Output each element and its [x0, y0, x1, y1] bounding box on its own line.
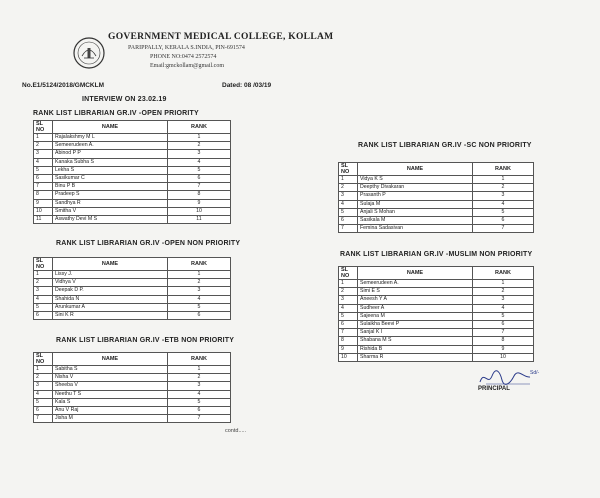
cell-sl: 2 — [34, 374, 53, 382]
table-row — [34, 406, 231, 414]
cell-rank: 5 — [168, 398, 231, 406]
cell-sl: 4 — [34, 158, 53, 166]
table-row — [339, 225, 534, 233]
cell-sl: 2 — [34, 279, 53, 287]
cell-sl: 6 — [34, 311, 53, 319]
cell-sl: 8 — [339, 337, 358, 345]
cell-sl: 4 — [339, 200, 358, 208]
dated: Dated: 08 /03/19 — [222, 82, 272, 89]
cell-name: Nisha V — [53, 374, 168, 382]
table-row — [34, 166, 231, 174]
table-row — [339, 353, 534, 361]
col-rank: RANK — [168, 121, 231, 134]
table-row — [34, 398, 231, 406]
col-name: NAME — [358, 267, 473, 280]
table-row — [339, 296, 534, 304]
cell-rank: 4 — [168, 390, 231, 398]
cell-name: Abinod P P — [53, 150, 168, 158]
cell-sl: 7 — [34, 183, 53, 191]
cell-name: Vidya K S — [358, 176, 473, 184]
cell-sl: 7 — [339, 329, 358, 337]
cell-rank: 2 — [168, 279, 231, 287]
college-address: PARIPPALLY, KERALA S.INDIA, PIN-691574 — [128, 45, 245, 51]
cell-sl: 11 — [34, 215, 53, 223]
cell-rank: 4 — [168, 158, 231, 166]
col-sl-no: SL NO — [339, 267, 358, 280]
cell-rank: 5 — [473, 312, 534, 320]
cell-sl: 3 — [34, 150, 53, 158]
cell-rank: 3 — [168, 287, 231, 295]
cell-sl: 10 — [339, 353, 358, 361]
cell-name: Deepak D P. — [53, 287, 168, 295]
heading-open-non-priority: RANK LIST LIBRARIAN GR.IV -OPEN NON PRIORITY — [56, 240, 241, 247]
cell-rank: 3 — [168, 150, 231, 158]
cell-name: Lissy J. — [53, 271, 168, 279]
cell-name: Aneesh Y A — [358, 296, 473, 304]
college-phone: PHONE NO:0474 2572574 — [150, 54, 217, 60]
table-header-row — [339, 267, 534, 280]
cell-rank: 5 — [168, 303, 231, 311]
cell-sl: 3 — [34, 382, 53, 390]
table-row — [339, 184, 534, 192]
cell-sl: 6 — [34, 174, 53, 182]
cell-sl: 1 — [339, 280, 358, 288]
table-open-priority — [33, 120, 231, 224]
cell-rank: 8 — [473, 337, 534, 345]
table-row — [339, 176, 534, 184]
cell-sl: 2 — [34, 142, 53, 150]
cell-name: Pradeep S — [53, 191, 168, 199]
cell-name: Sandhya R — [53, 199, 168, 207]
table-row — [34, 311, 231, 319]
col-name: NAME — [53, 353, 168, 366]
cell-name: Deepthy Divakaran — [358, 184, 473, 192]
cell-rank: 2 — [473, 184, 534, 192]
cell-name: Prasanth P — [358, 192, 473, 200]
cell-sl: 5 — [34, 398, 53, 406]
cell-sl: 4 — [339, 304, 358, 312]
cell-sl: 1 — [339, 176, 358, 184]
college-email: Email:gmckollam@gmail.com — [150, 63, 225, 69]
col-sl-no: SL NO — [34, 121, 53, 134]
cell-name: Shabana M S — [358, 337, 473, 345]
table-row — [34, 183, 231, 191]
cell-rank: 1 — [168, 271, 231, 279]
cell-rank: 7 — [473, 329, 534, 337]
cell-name: Shahida N — [53, 295, 168, 303]
cell-rank: 3 — [168, 382, 231, 390]
cell-sl: 4 — [34, 295, 53, 303]
cell-rank: 6 — [473, 320, 534, 328]
table-row — [339, 337, 534, 345]
table-sc-non-priority — [338, 162, 534, 233]
heading-sc-non-priority: RANK LIST LIBRARIAN GR.IV -SC NON PRIORITY — [358, 142, 532, 149]
cell-name: Sasikumar C — [53, 174, 168, 182]
cell-rank: 7 — [168, 183, 231, 191]
cell-sl: 6 — [339, 320, 358, 328]
cell-name: Sheeba V — [53, 382, 168, 390]
cell-sl: 9 — [34, 199, 53, 207]
cell-rank: 8 — [168, 191, 231, 199]
heading-muslim-non-priority: RANK LIST LIBRARIAN GR.IV -MUSLIM NON PRIORITY — [340, 251, 533, 258]
table-row — [34, 191, 231, 199]
cell-sl: 4 — [34, 390, 53, 398]
cell-name: Lekha S — [53, 166, 168, 174]
cell-rank: 1 — [473, 176, 534, 184]
cell-name: Semeerudeen A. — [358, 280, 473, 288]
cell-name: Arunkumar A — [53, 303, 168, 311]
cell-rank: 4 — [168, 295, 231, 303]
cell-name: Vidhya V — [53, 279, 168, 287]
principal-label: PRINCIPAL — [478, 386, 510, 392]
cell-sl: 3 — [339, 296, 358, 304]
col-name: NAME — [53, 121, 168, 134]
cell-rank: 1 — [168, 366, 231, 374]
table-row — [34, 287, 231, 295]
table-row — [339, 288, 534, 296]
table-header-row — [339, 163, 534, 176]
cell-sl: 6 — [34, 406, 53, 414]
cell-name: Kala S — [53, 398, 168, 406]
cell-rank: 6 — [168, 311, 231, 319]
cell-rank: 1 — [168, 134, 231, 142]
table-row — [34, 374, 231, 382]
table-row — [34, 295, 231, 303]
table-row — [339, 329, 534, 337]
cell-rank: 6 — [168, 406, 231, 414]
cell-sl: 3 — [34, 287, 53, 295]
cell-sl: 5 — [339, 208, 358, 216]
table-row — [34, 303, 231, 311]
col-rank: RANK — [473, 163, 534, 176]
cell-rank: 3 — [473, 296, 534, 304]
table-row — [34, 366, 231, 374]
cell-name: Anjali S Mohan — [358, 208, 473, 216]
table-row — [34, 271, 231, 279]
cell-sl: 1 — [34, 366, 53, 374]
table-row — [34, 142, 231, 150]
cell-name: Sulaikha Beevi P — [358, 320, 473, 328]
table-etb-non-priority — [33, 352, 231, 423]
cell-name: Binu P B — [53, 183, 168, 191]
cell-sl: 6 — [339, 216, 358, 224]
col-sl-no: SL NO — [34, 353, 53, 366]
cell-rank: 3 — [473, 192, 534, 200]
cell-rank: 9 — [168, 199, 231, 207]
col-sl-no: SL NO — [339, 163, 358, 176]
col-rank: RANK — [473, 267, 534, 280]
cell-name: Sajeena M — [358, 312, 473, 320]
cell-rank: 11 — [168, 215, 231, 223]
cell-rank: 1 — [473, 280, 534, 288]
cell-rank: 4 — [473, 200, 534, 208]
cell-rank: 5 — [473, 208, 534, 216]
cell-sl: 3 — [339, 192, 358, 200]
interview-date: INTERVIEW ON 23.02.19 — [82, 96, 167, 103]
table-row — [339, 280, 534, 288]
table-row — [339, 192, 534, 200]
cell-sl: 5 — [34, 303, 53, 311]
col-sl-no: SL NO — [34, 258, 53, 271]
cell-sl: 5 — [339, 312, 358, 320]
table-header-row — [34, 121, 231, 134]
table-row — [339, 312, 534, 320]
heading-open-priority: RANK LIST LIBRARIAN GR.IV -OPEN PRIORITY — [33, 110, 199, 117]
cell-name: Jisha M — [53, 415, 168, 423]
cell-name: Rajalakshmy M L — [53, 134, 168, 142]
cell-rank: 4 — [473, 304, 534, 312]
table-row — [34, 158, 231, 166]
cell-rank: 2 — [473, 288, 534, 296]
cell-name: Neethu T S — [53, 390, 168, 398]
college-name: GOVERNMENT MEDICAL COLLEGE, KOLLAM — [108, 32, 334, 42]
cell-name: Sabitha S — [53, 366, 168, 374]
cell-sl: 8 — [34, 191, 53, 199]
table-header-row — [34, 353, 231, 366]
table-row — [34, 150, 231, 158]
cell-rank: 6 — [473, 216, 534, 224]
cell-rank: 10 — [168, 207, 231, 215]
col-name: NAME — [358, 163, 473, 176]
cell-sl: 2 — [339, 288, 358, 296]
reference-number: No.E1/5124/2018/GMCKLM — [22, 82, 105, 89]
cell-name: Semeerudeen A. — [53, 142, 168, 150]
table-row — [339, 208, 534, 216]
college-logo — [72, 36, 106, 70]
cell-name: Sudheer A — [358, 304, 473, 312]
cell-rank: 9 — [473, 345, 534, 353]
cell-name: Sini K R — [53, 311, 168, 319]
heading-etb-non-priority: RANK LIST LIBRARIAN GR.IV -ETB NON PRIORITY — [56, 337, 235, 344]
table-row — [34, 215, 231, 223]
col-rank: RANK — [168, 258, 231, 271]
table-row — [34, 134, 231, 142]
table-row — [34, 382, 231, 390]
cell-rank: 2 — [168, 142, 231, 150]
cell-rank: 6 — [168, 174, 231, 182]
cell-rank: 7 — [168, 415, 231, 423]
cell-rank: 2 — [168, 374, 231, 382]
cell-name: Sharma R — [358, 353, 473, 361]
table-row — [339, 320, 534, 328]
cell-sl: 7 — [339, 225, 358, 233]
table-row — [34, 390, 231, 398]
table-row — [34, 199, 231, 207]
cell-rank: 10 — [473, 353, 534, 361]
table-row — [34, 174, 231, 182]
cell-name: Smitha V — [53, 207, 168, 215]
cell-name: Kanaka Subha S — [53, 158, 168, 166]
table-row — [339, 345, 534, 353]
signature-text: Sd/- — [530, 370, 540, 376]
cell-name: Sulaja M — [358, 200, 473, 208]
cell-name: Anu V Raj — [53, 406, 168, 414]
cell-name: Aswathy Devi M S — [53, 215, 168, 223]
cell-name: Rishida B — [358, 345, 473, 353]
cell-name: Femina Sadasivan — [358, 225, 473, 233]
cell-sl: 5 — [34, 166, 53, 174]
cell-rank: 7 — [473, 225, 534, 233]
cell-sl: 2 — [339, 184, 358, 192]
table-row — [34, 279, 231, 287]
cell-sl: 9 — [339, 345, 358, 353]
col-rank: RANK — [168, 353, 231, 366]
col-name: NAME — [53, 258, 168, 271]
cell-name: Simi E S — [358, 288, 473, 296]
table-row — [339, 216, 534, 224]
cell-name: Sanjal K I — [358, 329, 473, 337]
table-row — [34, 415, 231, 423]
cell-sl: 10 — [34, 207, 53, 215]
cell-sl: 7 — [34, 415, 53, 423]
table-row — [339, 304, 534, 312]
table-row — [34, 207, 231, 215]
cell-sl: 1 — [34, 271, 53, 279]
table-muslim-non-priority — [338, 266, 534, 362]
cell-rank: 5 — [168, 166, 231, 174]
table-open-non-priority — [33, 257, 231, 320]
table-row — [339, 200, 534, 208]
cell-name: Sasikala M — [358, 216, 473, 224]
cell-sl: 1 — [34, 134, 53, 142]
continued-note: contd..... — [225, 428, 247, 434]
table-header-row — [34, 258, 231, 271]
